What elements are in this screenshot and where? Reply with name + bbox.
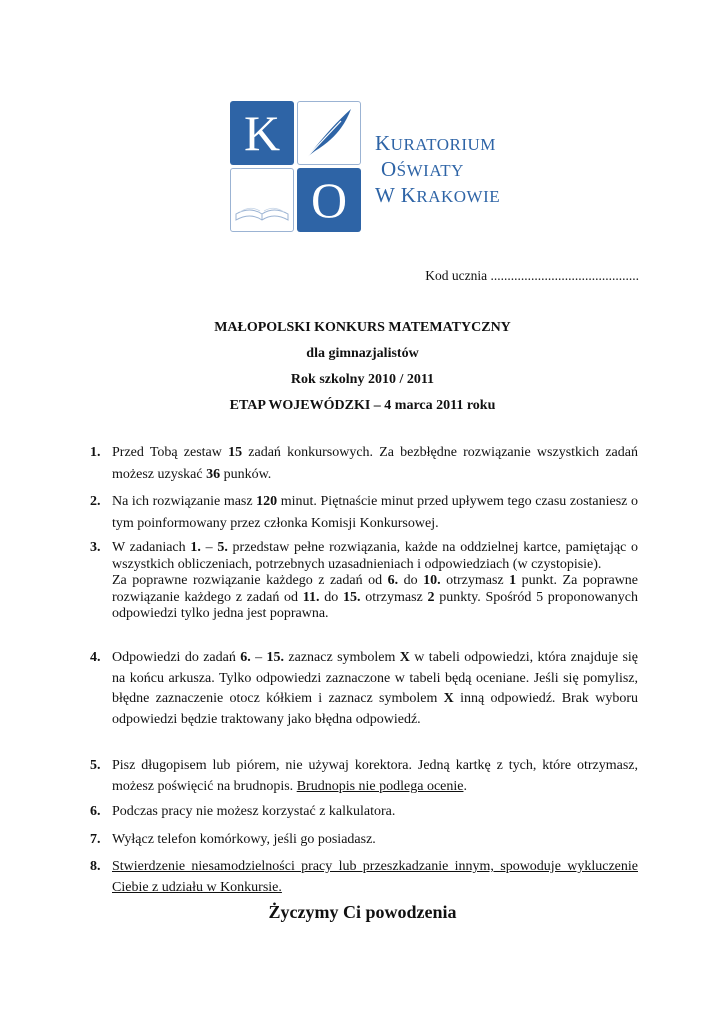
rule-4: 4. Odpowiedzi do zadań 6. – 15. zaznacz symbolem X w tabeli odpowiedzi, która znajduje się na końcu arkusza. Tylko odpowiedzi zaznaczone w tabeli będą oceniane. Jeśli się pomylisz, błędne zaznaczenie otocz kółkiem i zaznacz symbolem X inną odpowiedź. Brak wyboru odpowiedzi będzie traktowany jako błędna odpowiedź.: [90, 650, 639, 727]
contest-title: MAŁOPOLSKI KONKURS MATEMATYCZNY: [214, 320, 511, 335]
rule-2: 2. Na ich rozwiązanie masz 120 minut. Piętnaście minut przed upływem tego czasu zostaniesz o tym poinformowany przez członka Komisji Konkursowej.: [90, 494, 638, 531]
rule-7: 7. Wyłącz telefon komórkowy, jeśli go posiadasz.: [90, 832, 376, 847]
logo-wordmark: KURATORIUM OŚWIATY W KRAKOWIE: [375, 131, 501, 207]
rule-8: 8. Stwierdzenie niesamodzielności pracy lub przeszkadzanie innym, spowoduje wykluczenie Ciebie z udziału w Konkursie.: [90, 859, 638, 895]
school-year: Rok szkolny 2010 / 2011: [290, 372, 435, 387]
student-code-field: Kod ucznia ............................................: [425, 268, 639, 283]
closing-wish: Życzymy Ci powodzenia: [268, 902, 457, 922]
rule-1: 1. Przed Tobą zestaw 15 zadań konkursowych. Za bezbłędne rozwiązanie wszystkich zadań możesz uzyskać 36 punków.: [90, 445, 638, 482]
kuratorium-logo: [230, 101, 500, 237]
contest-stage: ETAP WOJEWÓDZKI – 4 marca 2011 roku: [229, 398, 496, 413]
rule-3: 3. W zadaniach 1. – 5. przedstaw pełne rozwiązania, każde na oddzielnej kartce, pamiętając o wszystkich obliczeniach, potrzebnych uzasadnieniach i odpowiedziach (w czystopisie). Za poprawne rozwiązanie każdego z zadań od 6. do 10. otrzymasz 1 punkt. Za poprawne rozwiązanie każdego z zadań od 11. do 15. otrzymasz 2 punkty. Spośród 5 proponowanych odpowiedzi tylko jedna jest poprawna.: [90, 540, 639, 621]
logo-tile-o: O: [297, 168, 361, 232]
logo-tile-k: K: [230, 101, 294, 165]
open-book-icon: [230, 168, 294, 232]
rule-5: 5. Pisz długopisem lub piórem, nie używaj korektora. Jedną kartkę z tych, które otrzymasz, możesz poświęcić na brudnopis. Brudnopis nie podlega ocenie.: [90, 758, 638, 794]
contest-audience: dla gimnazjalistów: [306, 346, 419, 361]
rule-6: 6. Podczas pracy nie możesz korzystać z kalkulatora.: [90, 804, 396, 819]
quill-icon: [297, 101, 361, 165]
